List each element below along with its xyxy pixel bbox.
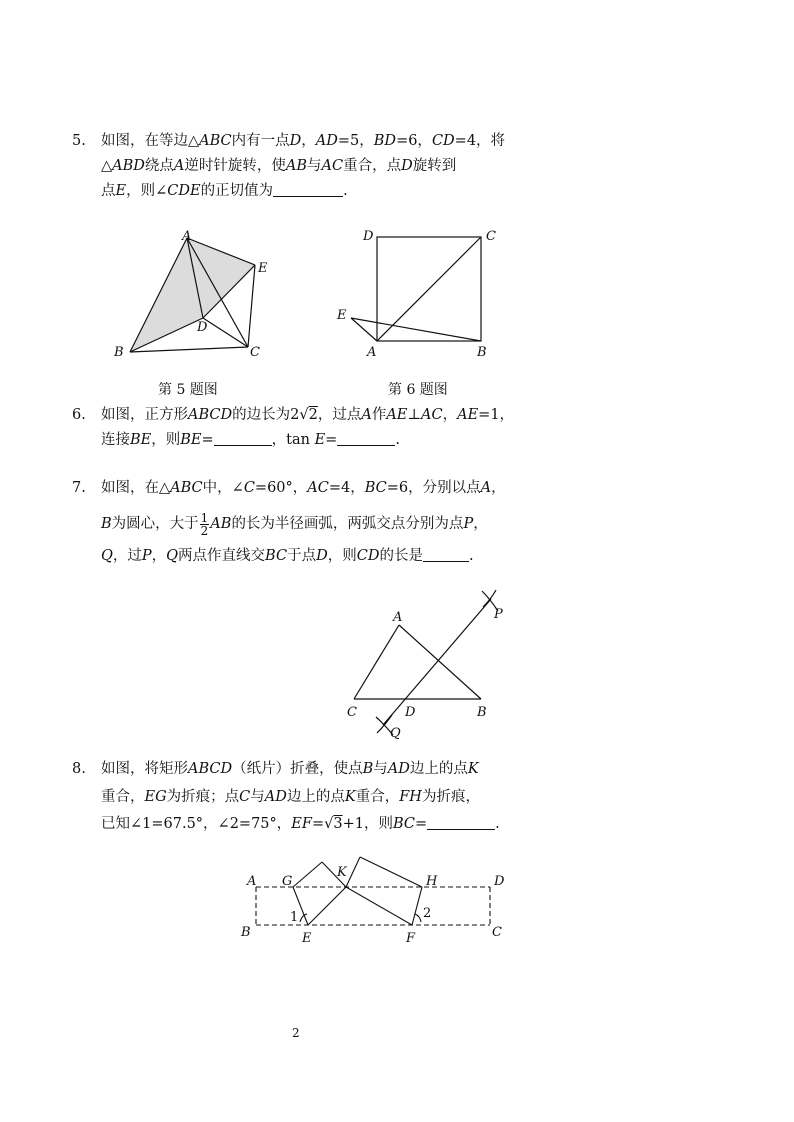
sqrt-sign: √ bbox=[299, 407, 309, 423]
point-label-b: B bbox=[477, 345, 487, 360]
q8-line-2: 重合，EG为折痕；点C与AD边上的点K重合，FH为折痕， bbox=[101, 789, 480, 805]
angle-label-2: 2 bbox=[423, 906, 432, 921]
q6-line-1: 如图，正方形ABCD的边长为2√2，过点A作AE⊥AC，AE=1， bbox=[101, 407, 515, 423]
point-label-d: D bbox=[494, 874, 505, 889]
answer-blank[interactable] bbox=[423, 547, 469, 562]
q5-line-2: △ABD绕点A逆时针旋转，使AB与AC重合，点D旋转到 bbox=[101, 158, 457, 174]
figure-7 bbox=[340, 585, 520, 745]
q6-line-2: 连接BE，则BE= ，tan E= . bbox=[101, 432, 400, 448]
q7-line-2: B为圆心，大于 $\frac{1}{2}$ AB的长为半径画弧，两弧交点分别为点P， bbox=[101, 510, 488, 538]
point-label-a: A bbox=[393, 610, 403, 625]
q8-line-3: 已知∠1=67.5°，∠2=75°，EF=√3+1，则BC= . bbox=[101, 816, 500, 832]
point-label-d: D bbox=[363, 229, 374, 244]
point-label-c: C bbox=[486, 229, 496, 244]
question-number: 5. bbox=[72, 133, 86, 149]
point-label-e: E bbox=[258, 261, 268, 276]
figure-5-caption: 第 5 题图 bbox=[158, 382, 218, 398]
point-label-a: A bbox=[182, 229, 192, 244]
figure-6 bbox=[334, 224, 514, 364]
figure-8 bbox=[236, 852, 516, 952]
point-label-k: K bbox=[337, 865, 347, 880]
point-label-e: E bbox=[337, 308, 347, 323]
point-label-p: P bbox=[494, 607, 503, 622]
answer-blank[interactable] bbox=[214, 431, 272, 446]
point-label-e: E bbox=[302, 931, 312, 946]
point-label-c: C bbox=[492, 925, 502, 940]
figure-6-caption: 第 6 题图 bbox=[388, 382, 448, 398]
question-number: 7. bbox=[72, 480, 86, 496]
q7-line-3: Q，过P，Q两点作直线交BC于点D，则CD的长是 . bbox=[101, 548, 474, 564]
point-label-d: D bbox=[405, 705, 416, 720]
question-number: 8. bbox=[72, 761, 86, 777]
point-label-a: A bbox=[367, 345, 377, 360]
point-label-f: F bbox=[406, 931, 416, 946]
point-label-b: B bbox=[114, 345, 124, 360]
q7-line-1: 如图，在△ABC中，∠C=60°，AC=4，BC=6，分别以点A， bbox=[101, 480, 506, 496]
point-label-q: Q bbox=[390, 726, 401, 741]
q5-line-3: 点E，则∠CDE的正切值为 . bbox=[101, 183, 348, 199]
q5-line-1: 如图，在等边△ABC内有一点D，AD=5，BD=6，CD=4，将 bbox=[101, 133, 506, 149]
fraction: $\frac{1}{2}$ bbox=[200, 510, 209, 538]
point-label-b: B bbox=[477, 705, 487, 720]
angle-label-1: 1 bbox=[290, 910, 299, 925]
figure-5 bbox=[110, 228, 290, 368]
sqrt-sign: √ bbox=[324, 816, 334, 832]
point-label-g: G bbox=[282, 874, 293, 889]
point-label-a: A bbox=[247, 874, 257, 889]
question-number: 6. bbox=[72, 407, 86, 423]
point-label-b: B bbox=[241, 925, 251, 940]
page-number: 2 bbox=[292, 1026, 300, 1040]
point-label-c: C bbox=[347, 705, 357, 720]
answer-blank[interactable] bbox=[337, 431, 395, 446]
answer-blank[interactable] bbox=[273, 182, 343, 197]
point-label-c: C bbox=[250, 345, 260, 360]
point-label-d: D bbox=[197, 320, 208, 335]
q8-line-1: 如图，将矩形ABCD（纸片）折叠，使点B与AD边上的点K bbox=[101, 761, 479, 777]
point-label-h: H bbox=[426, 874, 438, 889]
answer-blank[interactable] bbox=[427, 815, 495, 830]
